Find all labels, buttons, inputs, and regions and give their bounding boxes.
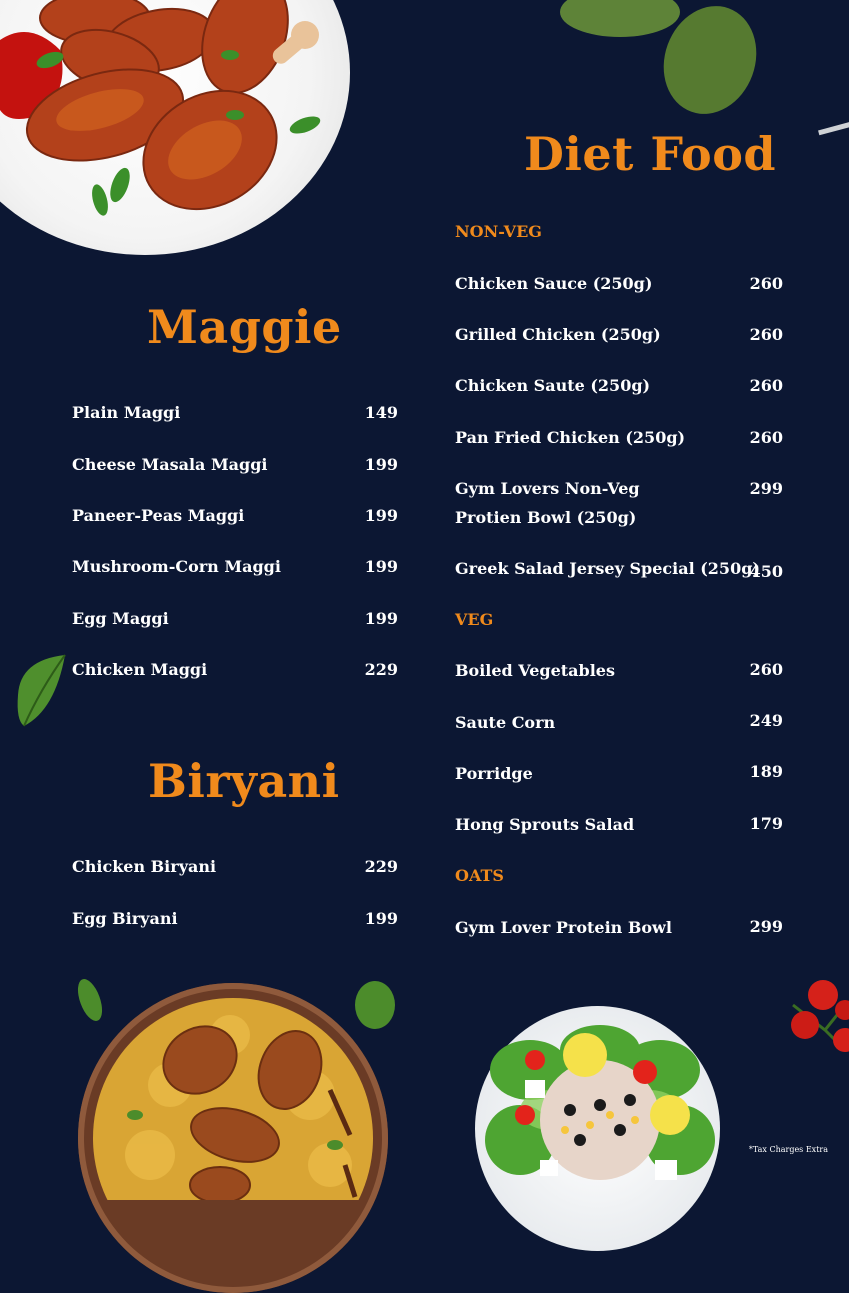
menu-item-price: 199 bbox=[364, 909, 398, 928]
menu-item-price: 249 bbox=[749, 711, 783, 730]
leaf-decoration-left bbox=[10, 650, 70, 730]
menu-item-price: 229 bbox=[364, 660, 398, 679]
menu-item-price: 179 bbox=[749, 814, 783, 833]
menu-item-name: Egg Maggi bbox=[72, 609, 169, 628]
menu-item-name: Cheese Masala Maggi bbox=[72, 455, 268, 474]
menu-item-name: Mushroom-Corn Maggi bbox=[72, 557, 281, 576]
menu-item-price: 260 bbox=[749, 376, 783, 395]
menu-item-name: Boiled Vegetables bbox=[455, 661, 615, 680]
menu-item-name: Chicken Maggi bbox=[72, 660, 208, 679]
menu-item-name: Pan Fried Chicken (250g) bbox=[455, 428, 686, 447]
menu-item-price: 260 bbox=[749, 428, 783, 447]
menu-item-price: 199 bbox=[364, 455, 398, 474]
menu-item-price: 229 bbox=[364, 857, 398, 876]
menu-item-name: Gym Lovers Non-Veg bbox=[455, 479, 640, 498]
menu-item-price: 260 bbox=[749, 274, 783, 293]
diet-food-heading: Diet Food bbox=[524, 127, 777, 181]
menu-item-price: 199 bbox=[364, 557, 398, 576]
menu-item-price: 450 bbox=[749, 562, 783, 581]
biryani-heading: Biryani bbox=[148, 754, 340, 808]
menu-item-name-line2: Protien Bowl (250g) bbox=[455, 508, 637, 527]
menu-item-name: Egg Biryani bbox=[72, 909, 178, 928]
menu-item-name: Porridge bbox=[455, 764, 533, 783]
menu-item-price: 260 bbox=[749, 325, 783, 344]
menu-item-name: Gym Lover Protein Bowl bbox=[455, 918, 672, 937]
menu-item-name: Paneer-Peas Maggi bbox=[72, 506, 245, 525]
menu-item-price: 199 bbox=[364, 506, 398, 525]
menu-item-name: Chicken Saute (250g) bbox=[455, 376, 651, 395]
menu-item-price: 149 bbox=[364, 403, 398, 422]
menu-item-price: 199 bbox=[364, 609, 398, 628]
menu-item-name: Grilled Chicken (250g) bbox=[455, 325, 661, 344]
menu-item-price: 189 bbox=[749, 762, 783, 781]
menu-item-name: Hong Sprouts Salad bbox=[455, 815, 635, 834]
cherry-tomatoes-decoration bbox=[785, 975, 849, 1065]
non-veg-subheading: NON-VEG bbox=[455, 222, 542, 241]
menu-item-price: 299 bbox=[749, 479, 783, 498]
menu-item-price: 260 bbox=[749, 660, 783, 679]
tax-note: *Tax Charges Extra bbox=[748, 1145, 828, 1154]
menu-item-name: Saute Corn bbox=[455, 713, 556, 732]
oats-subheading: OATS bbox=[455, 866, 504, 885]
menu-item-price: 299 bbox=[749, 917, 783, 936]
veg-subheading: VEG bbox=[455, 610, 494, 629]
menu-item-name: Chicken Sauce (250g) bbox=[455, 274, 653, 293]
maggie-heading: Maggie bbox=[147, 300, 342, 354]
menu-item-name: Chicken Biryani bbox=[72, 857, 217, 876]
menu-item-name: Greek Salad Jersey Special (250g) bbox=[455, 559, 760, 578]
menu-item-name: Plain Maggi bbox=[72, 403, 181, 422]
